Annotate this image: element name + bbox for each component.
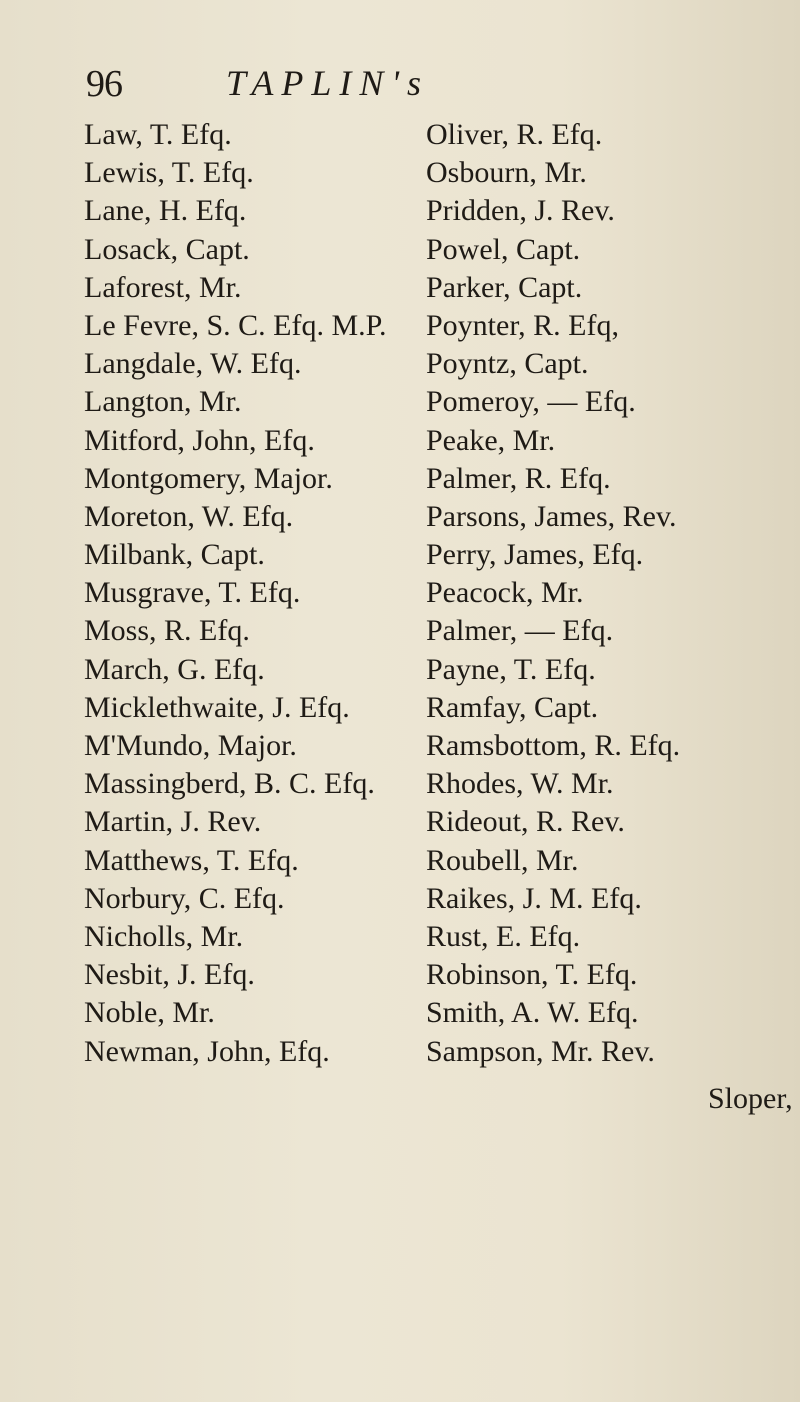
list-item: Sampson, Mr. Rev.	[426, 1034, 655, 1068]
list-item: Montgomery, Major.	[84, 461, 333, 495]
list-item: Roubell, Mr.	[426, 843, 579, 877]
list-item: Mitford, John, Efq.	[84, 423, 315, 457]
list-item: Pridden, J. Rev.	[426, 194, 615, 228]
list-item: Perry, James, Efq.	[426, 538, 644, 572]
list-item: Ramfay, Capt.	[426, 690, 599, 724]
list-item: Micklethwaite, J. Efq.	[84, 690, 350, 724]
list-item: Palmer, — Efq.	[426, 614, 614, 648]
subscriber-list-right	[426, 116, 796, 1071]
subscriber-list-left	[84, 116, 424, 1071]
list-item: M'Mundo, Major.	[84, 729, 297, 762]
list-item: Rust, E. Efq.	[426, 919, 581, 953]
list-item: Oliver, R. Efq.	[426, 118, 603, 151]
list-item: Powel, Capt.	[426, 232, 581, 266]
list-item: Langton, Mr.	[84, 385, 242, 419]
list-item: Musgrave, T. Efq.	[84, 576, 301, 610]
list-item: Le Fevre, S. C. Efq. M.P.	[84, 308, 387, 342]
list-item: Smith, A. W. Efq.	[426, 996, 639, 1030]
list-item: Nicholls, Mr.	[84, 919, 244, 953]
list-item: Lewis, T. Efq.	[84, 156, 254, 190]
list-item: Rhodes, W. Mr.	[426, 767, 614, 801]
list-item: March, G. Efq.	[84, 652, 265, 686]
list-item: Payne, T. Efq.	[426, 652, 596, 686]
list-item: Newman, John, Efq.	[84, 1034, 330, 1068]
list-item: Peake, Mr.	[426, 423, 556, 457]
list-item: Peacock, Mr.	[426, 576, 584, 610]
list-item: Osbourn, Mr.	[426, 156, 587, 190]
list-item: Nesbit, J. Efq.	[84, 958, 255, 992]
list-item: Norbury, C. Efq.	[84, 881, 285, 915]
list-item: Martin, J. Rev.	[84, 805, 262, 839]
list-item: Ramsbottom, R. Efq.	[426, 729, 681, 762]
list-item: Law, T. Efq.	[84, 118, 232, 151]
running-title: TAPLIN's	[226, 63, 430, 103]
list-item: Matthews, T. Efq.	[84, 843, 299, 877]
list-item: Noble, Mr.	[84, 996, 215, 1030]
list-item: Milbank, Capt.	[84, 538, 265, 572]
list-item: Massingberd, B. C. Efq.	[84, 767, 375, 801]
list-item: Raikes, J. M. Efq.	[426, 881, 642, 915]
list-item: Parker, Capt.	[426, 270, 583, 304]
list-item: Robinson, T. Efq.	[426, 958, 638, 992]
list-item: Pomeroy, — Efq.	[426, 385, 636, 419]
list-item: Langdale, W. Efq.	[84, 347, 302, 381]
list-item: Moss, R. Efq.	[84, 614, 250, 648]
list-item: Palmer, R. Efq.	[426, 461, 611, 495]
list-item: Poyntz, Capt.	[426, 347, 589, 381]
list-item: Parsons, James, Rev.	[426, 499, 677, 533]
list-item: Poynter, R. Efq,	[426, 308, 619, 342]
list-item: Lane, H. Efq.	[84, 194, 247, 228]
list-item: Moreton, W. Efq.	[84, 499, 294, 533]
list-item: Rideout, R. Rev.	[426, 805, 625, 839]
list-item: Laforest, Mr.	[84, 270, 242, 304]
catchword: Sloper,	[708, 1082, 793, 1115]
page-number: 96	[86, 63, 122, 105]
list-item: Losack, Capt.	[84, 232, 250, 266]
